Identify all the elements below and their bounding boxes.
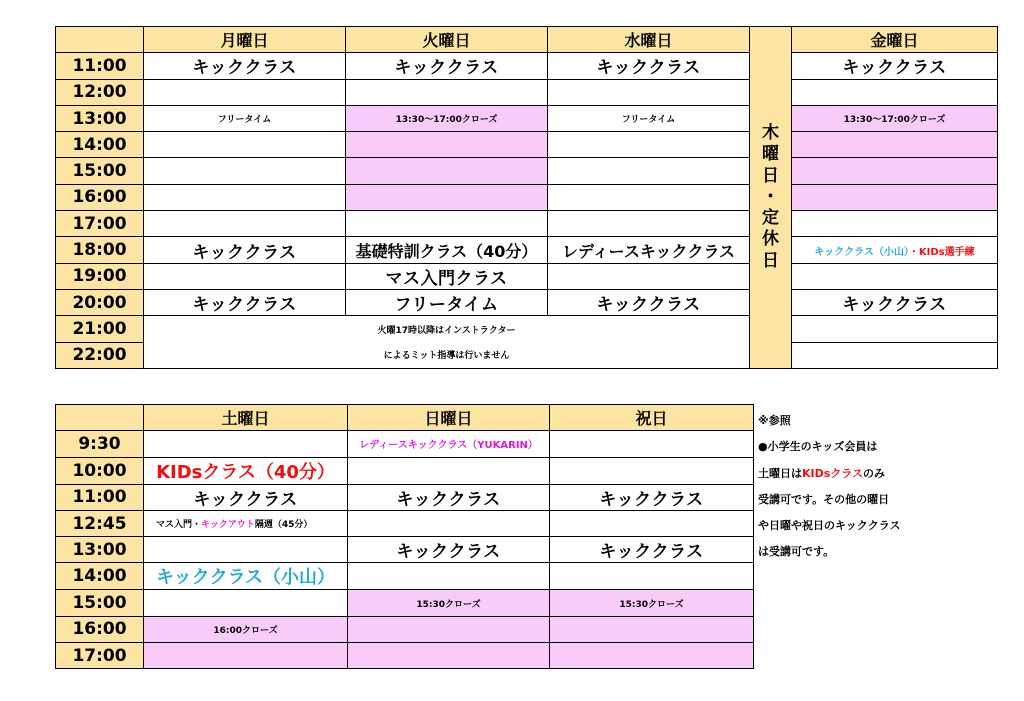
time-cell: 16:00 (56, 184, 144, 210)
class-cell: キッククラス (792, 53, 998, 79)
class-cell: フリータイム (548, 105, 750, 131)
weekday-schedule-table (55, 26, 998, 369)
table-row (56, 316, 998, 342)
weekend-schedule-table (55, 404, 754, 669)
time-cell: 11:00 (56, 53, 144, 79)
table-row (56, 457, 754, 484)
notes-line: ●小学生のキッズ会員は (758, 440, 878, 454)
time-cell: 21:00 (56, 316, 144, 342)
class-cell: キッククラス (348, 537, 550, 563)
class-cell: 基礎特訓クラス（40分） (346, 237, 548, 263)
time-cell: 15:00 (56, 590, 144, 616)
table-row (56, 537, 754, 563)
table-row (56, 211, 998, 237)
notes-line: は受講可です。 (758, 545, 835, 559)
header-saturday: 土曜日 (144, 405, 348, 431)
class-cell: キッククラス (346, 53, 548, 79)
closed-cell: 13:30～17:00クローズ (346, 105, 548, 131)
header-tuesday: 火曜日 (346, 27, 548, 53)
class-cell: キッククラス (144, 289, 346, 315)
closed-cell: 16:00クローズ (144, 616, 348, 642)
class-cell: フリータイム (144, 105, 346, 131)
class-cell: キッククラス（小山）・KIDs選手練 (792, 237, 998, 263)
class-cell: マス入門・キックアウト隔週（45分） (144, 510, 348, 536)
time-cell: 20:00 (56, 289, 144, 315)
header-wednesday: 水曜日 (548, 27, 750, 53)
class-cell: フリータイム (346, 289, 548, 315)
table-row (56, 643, 754, 669)
class-cell: キッククラス (792, 289, 998, 315)
time-cell: 9:30 (56, 431, 144, 457)
closed-cell: 15:30クローズ (550, 590, 754, 616)
time-cell: 12:45 (56, 510, 144, 536)
notes-line: や日曜や祝日のキッククラス (758, 519, 901, 533)
class-cell: キッククラス (548, 53, 750, 79)
header-holiday: 祝日 (550, 405, 754, 431)
table-row (56, 405, 754, 431)
header-sunday: 日曜日 (348, 405, 550, 431)
closed-cell: 13:30～17:00クローズ (792, 105, 998, 131)
class-cell: キッククラス (348, 484, 550, 510)
time-cell: 19:00 (56, 263, 144, 289)
header-monday: 月曜日 (144, 27, 346, 53)
table-row (56, 27, 998, 53)
table-row (56, 132, 998, 158)
time-cell: 10:00 (56, 457, 144, 484)
table-row (56, 342, 998, 368)
table-row (56, 563, 754, 590)
time-cell: 17:00 (56, 211, 144, 237)
closed-cell: 15:30クローズ (348, 590, 550, 616)
table-row (56, 158, 998, 184)
time-cell: 12:00 (56, 79, 144, 105)
table-row (56, 237, 998, 263)
table-row (56, 53, 998, 79)
class-cell: キッククラス (144, 53, 346, 79)
table-row (56, 616, 754, 642)
class-cell: キッククラス（小山） (144, 563, 348, 590)
time-cell: 18:00 (56, 237, 144, 263)
notes-line: 土曜日はKIDsクラスのみ (758, 466, 885, 480)
tuesday-note-line1: 火曜17時以降はインストラクター (144, 316, 750, 342)
table-row (56, 484, 754, 510)
notes-title: ※参照 (758, 414, 791, 427)
table-row (56, 431, 754, 457)
time-cell: 15:00 (56, 158, 144, 184)
class-cell: キッククラス (144, 484, 348, 510)
table-row (56, 184, 998, 210)
time-cell: 13:00 (56, 537, 144, 563)
table-row (56, 289, 998, 315)
tuesday-note-line2: によるミット指導は行いません (144, 342, 750, 368)
notes-panel (758, 408, 1018, 566)
time-cell: 22:00 (56, 342, 144, 368)
table-row (56, 590, 754, 616)
table-row (56, 263, 998, 289)
notes-line: 受講可です。その他の曜日 (758, 492, 890, 506)
class-cell: レディースキッククラス（YUKARIN） (348, 431, 550, 457)
class-cell: キッククラス (144, 237, 346, 263)
table-row (56, 79, 998, 105)
table-row (56, 105, 998, 131)
time-cell: 11:00 (56, 484, 144, 510)
class-cell: KIDsクラス（40分） (144, 457, 348, 484)
time-cell: 13:00 (56, 105, 144, 131)
class-cell: キッククラス (550, 484, 754, 510)
thursday-closed-column: 木 曜 日 ・ 定 休 日 (750, 27, 792, 369)
time-cell: 14:00 (56, 563, 144, 590)
class-cell: マス入門クラス (346, 263, 548, 289)
class-cell: キッククラス (550, 537, 754, 563)
class-cell: レディースキッククラス (548, 237, 750, 263)
class-cell: キッククラス (548, 289, 750, 315)
table-row (56, 510, 754, 536)
time-cell: 17:00 (56, 643, 144, 669)
time-cell: 14:00 (56, 132, 144, 158)
time-cell: 16:00 (56, 616, 144, 642)
header-friday: 金曜日 (792, 27, 998, 53)
